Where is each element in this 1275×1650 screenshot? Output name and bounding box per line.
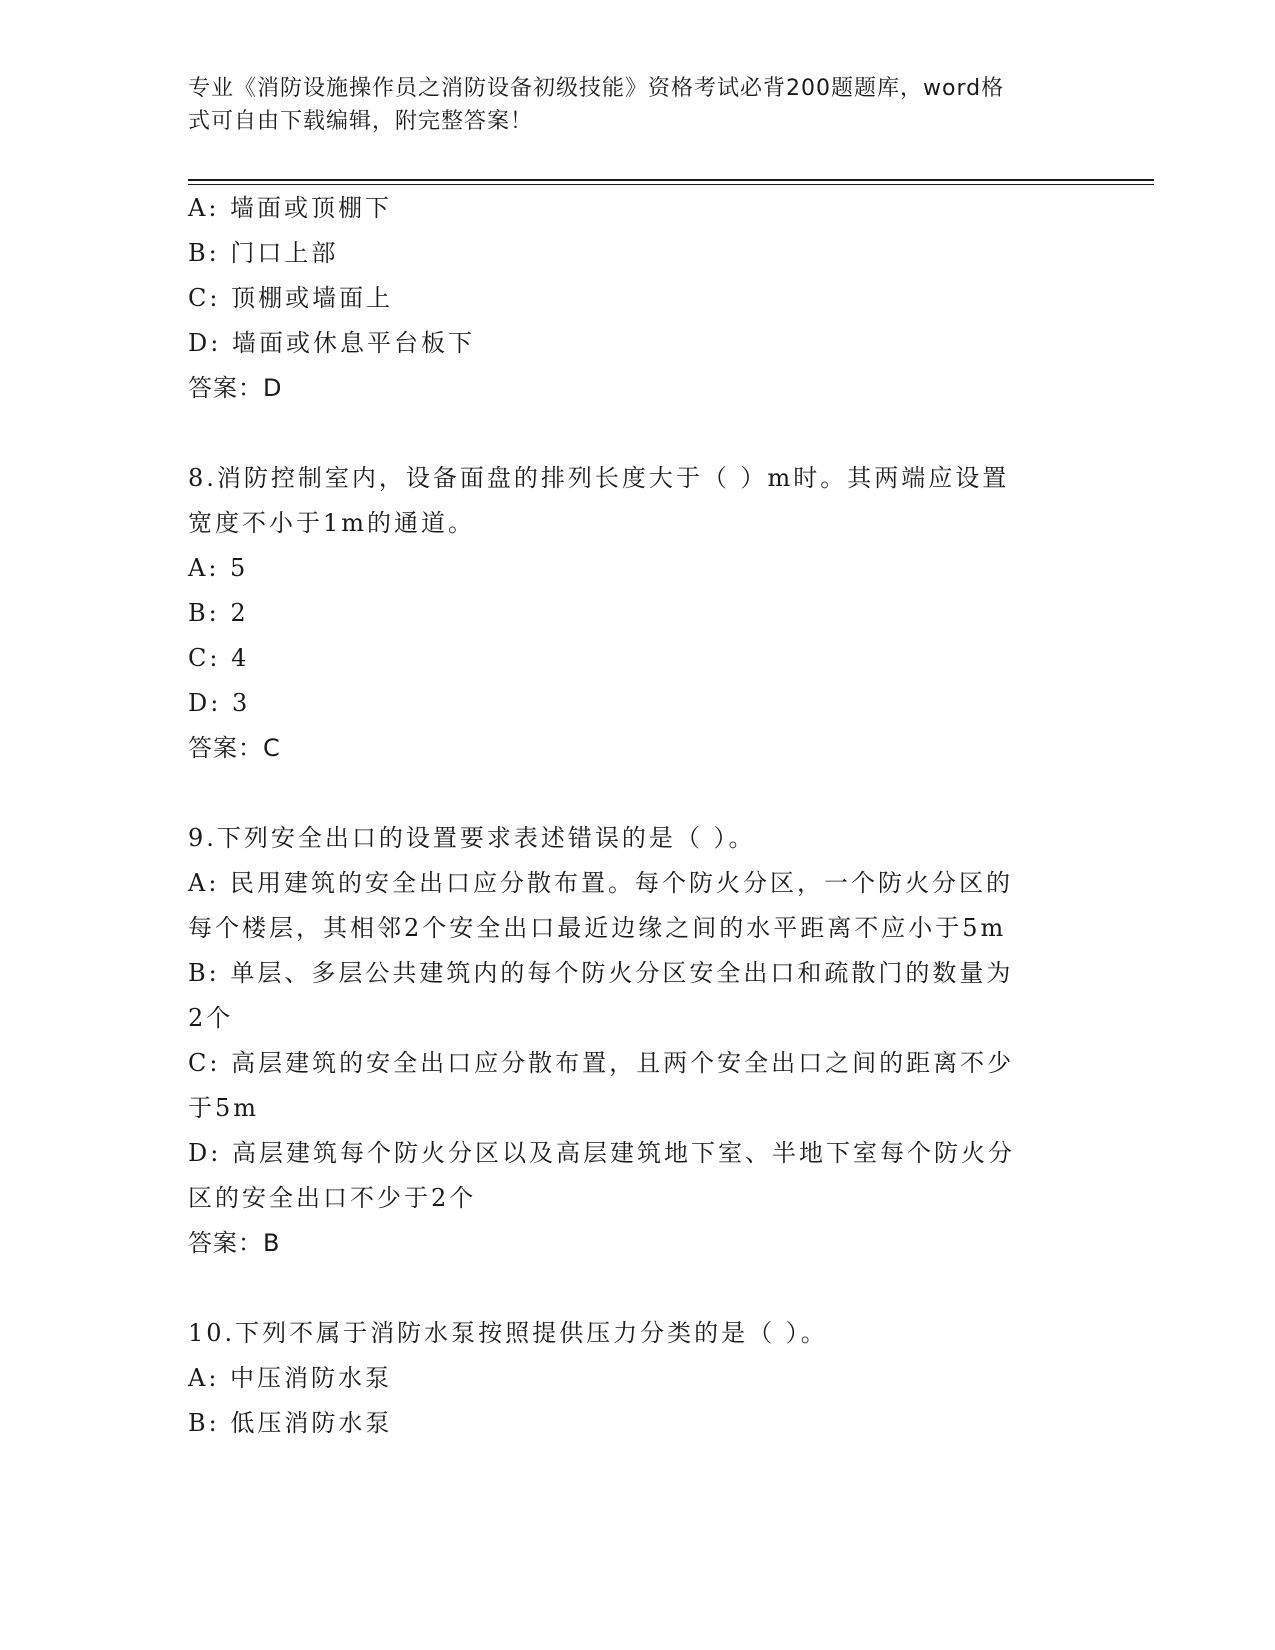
q9-option-c-line-1: C: 高层建筑的安全出口应分散布置，且两个安全出口之间的距离不少 (188, 1049, 1015, 1077)
q8-stem-line-1: 8.消防控制室内，设备面盘的排列长度大于（ ）m时。其两端应设置 (188, 464, 1010, 492)
q9-option-a-line-1: A: 民用建筑的安全出口应分散布置。每个防火分区，一个防火分区的 (188, 869, 1014, 897)
q8-answer: 答案：C (188, 734, 281, 762)
q8-option-d: D: 3 (188, 689, 251, 717)
q8-option-a: A: 5 (188, 554, 249, 582)
q8-option-c: C: 4 (188, 644, 250, 672)
q9-option-d-line-2: 区的安全出口不少于2个 (188, 1184, 477, 1212)
q8-stem-line-2: 宽度不小于1m的通道。 (188, 509, 476, 537)
q7-option-c: C: 顶棚或墙面上 (188, 284, 394, 312)
header-divider-thin (188, 184, 1154, 185)
q9-option-a-line-2: 每个楼层，其相邻2个安全出口最近边缘之间的水平距离不应小于5m (188, 914, 1007, 942)
q9-option-b-line-1: B: 单层、多层公共建筑内的每个防火分区安全出口和疏散门的数量为 (188, 959, 1014, 987)
header-line-1: 专业《消防设施操作员之消防设备初级技能》资格考试必背200题题库，word格 (188, 76, 1005, 101)
q7-option-b: B: 门口上部 (188, 239, 339, 267)
header-divider-thick (188, 179, 1154, 181)
q9-option-c-line-2: 于5m (188, 1094, 260, 1122)
q7-option-a: A: 墙面或顶棚下 (188, 194, 393, 222)
q10-option-b: B: 低压消防水泵 (188, 1409, 393, 1437)
q9-option-d-line-1: D: 高层建筑每个防火分区以及高层建筑地下室、半地下室每个防火分 (188, 1139, 1015, 1167)
q7-option-d: D: 墙面或休息平台板下 (188, 329, 475, 357)
q9-option-b-line-2: 2个 (188, 1004, 234, 1032)
q9-answer: 答案：B (188, 1229, 281, 1257)
document-header (188, 72, 1078, 138)
q10-stem: 10.下列不属于消防水泵按照提供压力分类的是（ ）。 (188, 1319, 828, 1347)
q10-option-a: A: 中压消防水泵 (188, 1364, 393, 1392)
header-line-2: 式可自由下载编辑，附完整答案！ (188, 109, 534, 134)
q7-answer: 答案：D (188, 374, 283, 402)
q8-option-b: B: 2 (188, 599, 249, 627)
q9-stem: 9.下列安全出口的设置要求表述错误的是（ ）。 (188, 824, 756, 852)
